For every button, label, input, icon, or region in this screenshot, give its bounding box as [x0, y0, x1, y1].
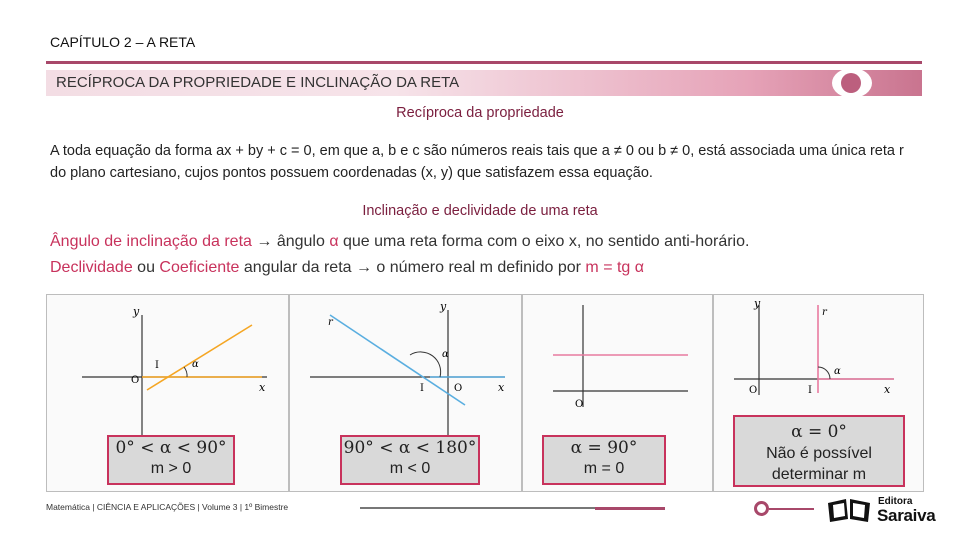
term-coeficiente: Coeficiente — [159, 259, 240, 276]
x-label: x — [259, 381, 266, 394]
case-slope-line2: determinar m — [771, 466, 867, 483]
definition-slope — [50, 259, 644, 277]
x-label: x — [884, 383, 891, 396]
case-condition: α = 90° — [570, 438, 638, 458]
case-box-horizontal — [542, 435, 666, 485]
case-condition: α = 0° — [791, 422, 847, 442]
case-box-vertical — [733, 415, 905, 487]
alpha-label: α — [192, 359, 199, 370]
header-divider — [46, 61, 922, 64]
case-slope: m = 0 — [583, 460, 625, 477]
footer-accent-line — [595, 507, 665, 510]
angle-arc — [410, 352, 441, 377]
book-icon — [826, 497, 872, 523]
y-label: y — [133, 305, 140, 318]
y-label: y — [440, 300, 447, 313]
alpha-label: α — [834, 366, 841, 377]
def2-middle1: ou — [132, 259, 160, 276]
banner-title: RECÍPROCA DA PROPRIEDADE E INCLINAÇÃO DA RETA — [56, 74, 460, 91]
angle-arc — [818, 367, 830, 379]
footer-accent-line — [769, 508, 814, 510]
case-slope: m > 0 — [150, 460, 192, 477]
reciprocal-paragraph: A toda equação da forma ax + by + c = 0, em que a, b e c são números reais tais que a ≠ 0 ou b ≠ 0, está associada uma única reta r do plano cartesiano, cujos pontos possuem coordenadas (x, y) que satisfazem essa equação. — [50, 143, 904, 181]
intersection-label: I — [420, 383, 424, 394]
def2-middle2: angular da reta → o número real m definido por — [239, 259, 586, 276]
logo-main-text: Saraiva — [877, 506, 936, 525]
section2-title: Inclinação e declividade de uma reta — [362, 203, 598, 219]
alpha-label: α — [442, 349, 449, 360]
section1-title: Recíproca da propriedade — [396, 105, 564, 121]
chapter-title: CAPÍTULO 2 – A RETA — [50, 34, 196, 50]
case-slope: m < 0 — [389, 460, 431, 477]
intersection-label: I — [155, 360, 159, 371]
origin-label: O — [575, 399, 584, 410]
case-box-negative — [340, 435, 480, 485]
x-label: x — [498, 381, 505, 394]
line-label: r — [822, 307, 827, 318]
definition-angle — [50, 233, 749, 251]
publisher-logo — [826, 495, 938, 525]
case-condition: 90° < α < 180° — [343, 438, 477, 458]
footer-ring-icon — [754, 501, 769, 516]
logo-small-text: Editora — [878, 496, 913, 507]
line-label: r — [328, 317, 333, 328]
origin-label: O — [454, 383, 463, 394]
term-declividade: Declividade — [50, 259, 133, 276]
def1-arrow: → ângulo — [251, 233, 330, 250]
case-box-positive — [107, 435, 235, 485]
term-angle: Ângulo de inclinação da reta — [50, 233, 252, 250]
banner-dot-icon — [841, 73, 861, 93]
line-r — [147, 325, 252, 390]
def1-rest: que uma reta forma com o eixo x, no sentido anti-horário. — [338, 233, 750, 250]
intersection-label: I — [808, 385, 812, 396]
line-r — [330, 315, 465, 405]
slope-formula: m = tg α — [585, 259, 645, 276]
alpha-symbol: α — [329, 233, 339, 250]
case-condition: 0° < α < 90° — [115, 438, 227, 458]
origin-label: O — [131, 375, 140, 386]
origin-label: O — [749, 385, 758, 396]
case-slope-line1: Não é possível — [766, 445, 872, 462]
footer-text: Matemática | CIÊNCIA E APLICAÇÕES | Volume 3 | 1º Bimestre — [46, 502, 289, 512]
angle-arc — [184, 367, 187, 377]
section-banner — [46, 70, 922, 96]
y-label: y — [754, 297, 761, 310]
